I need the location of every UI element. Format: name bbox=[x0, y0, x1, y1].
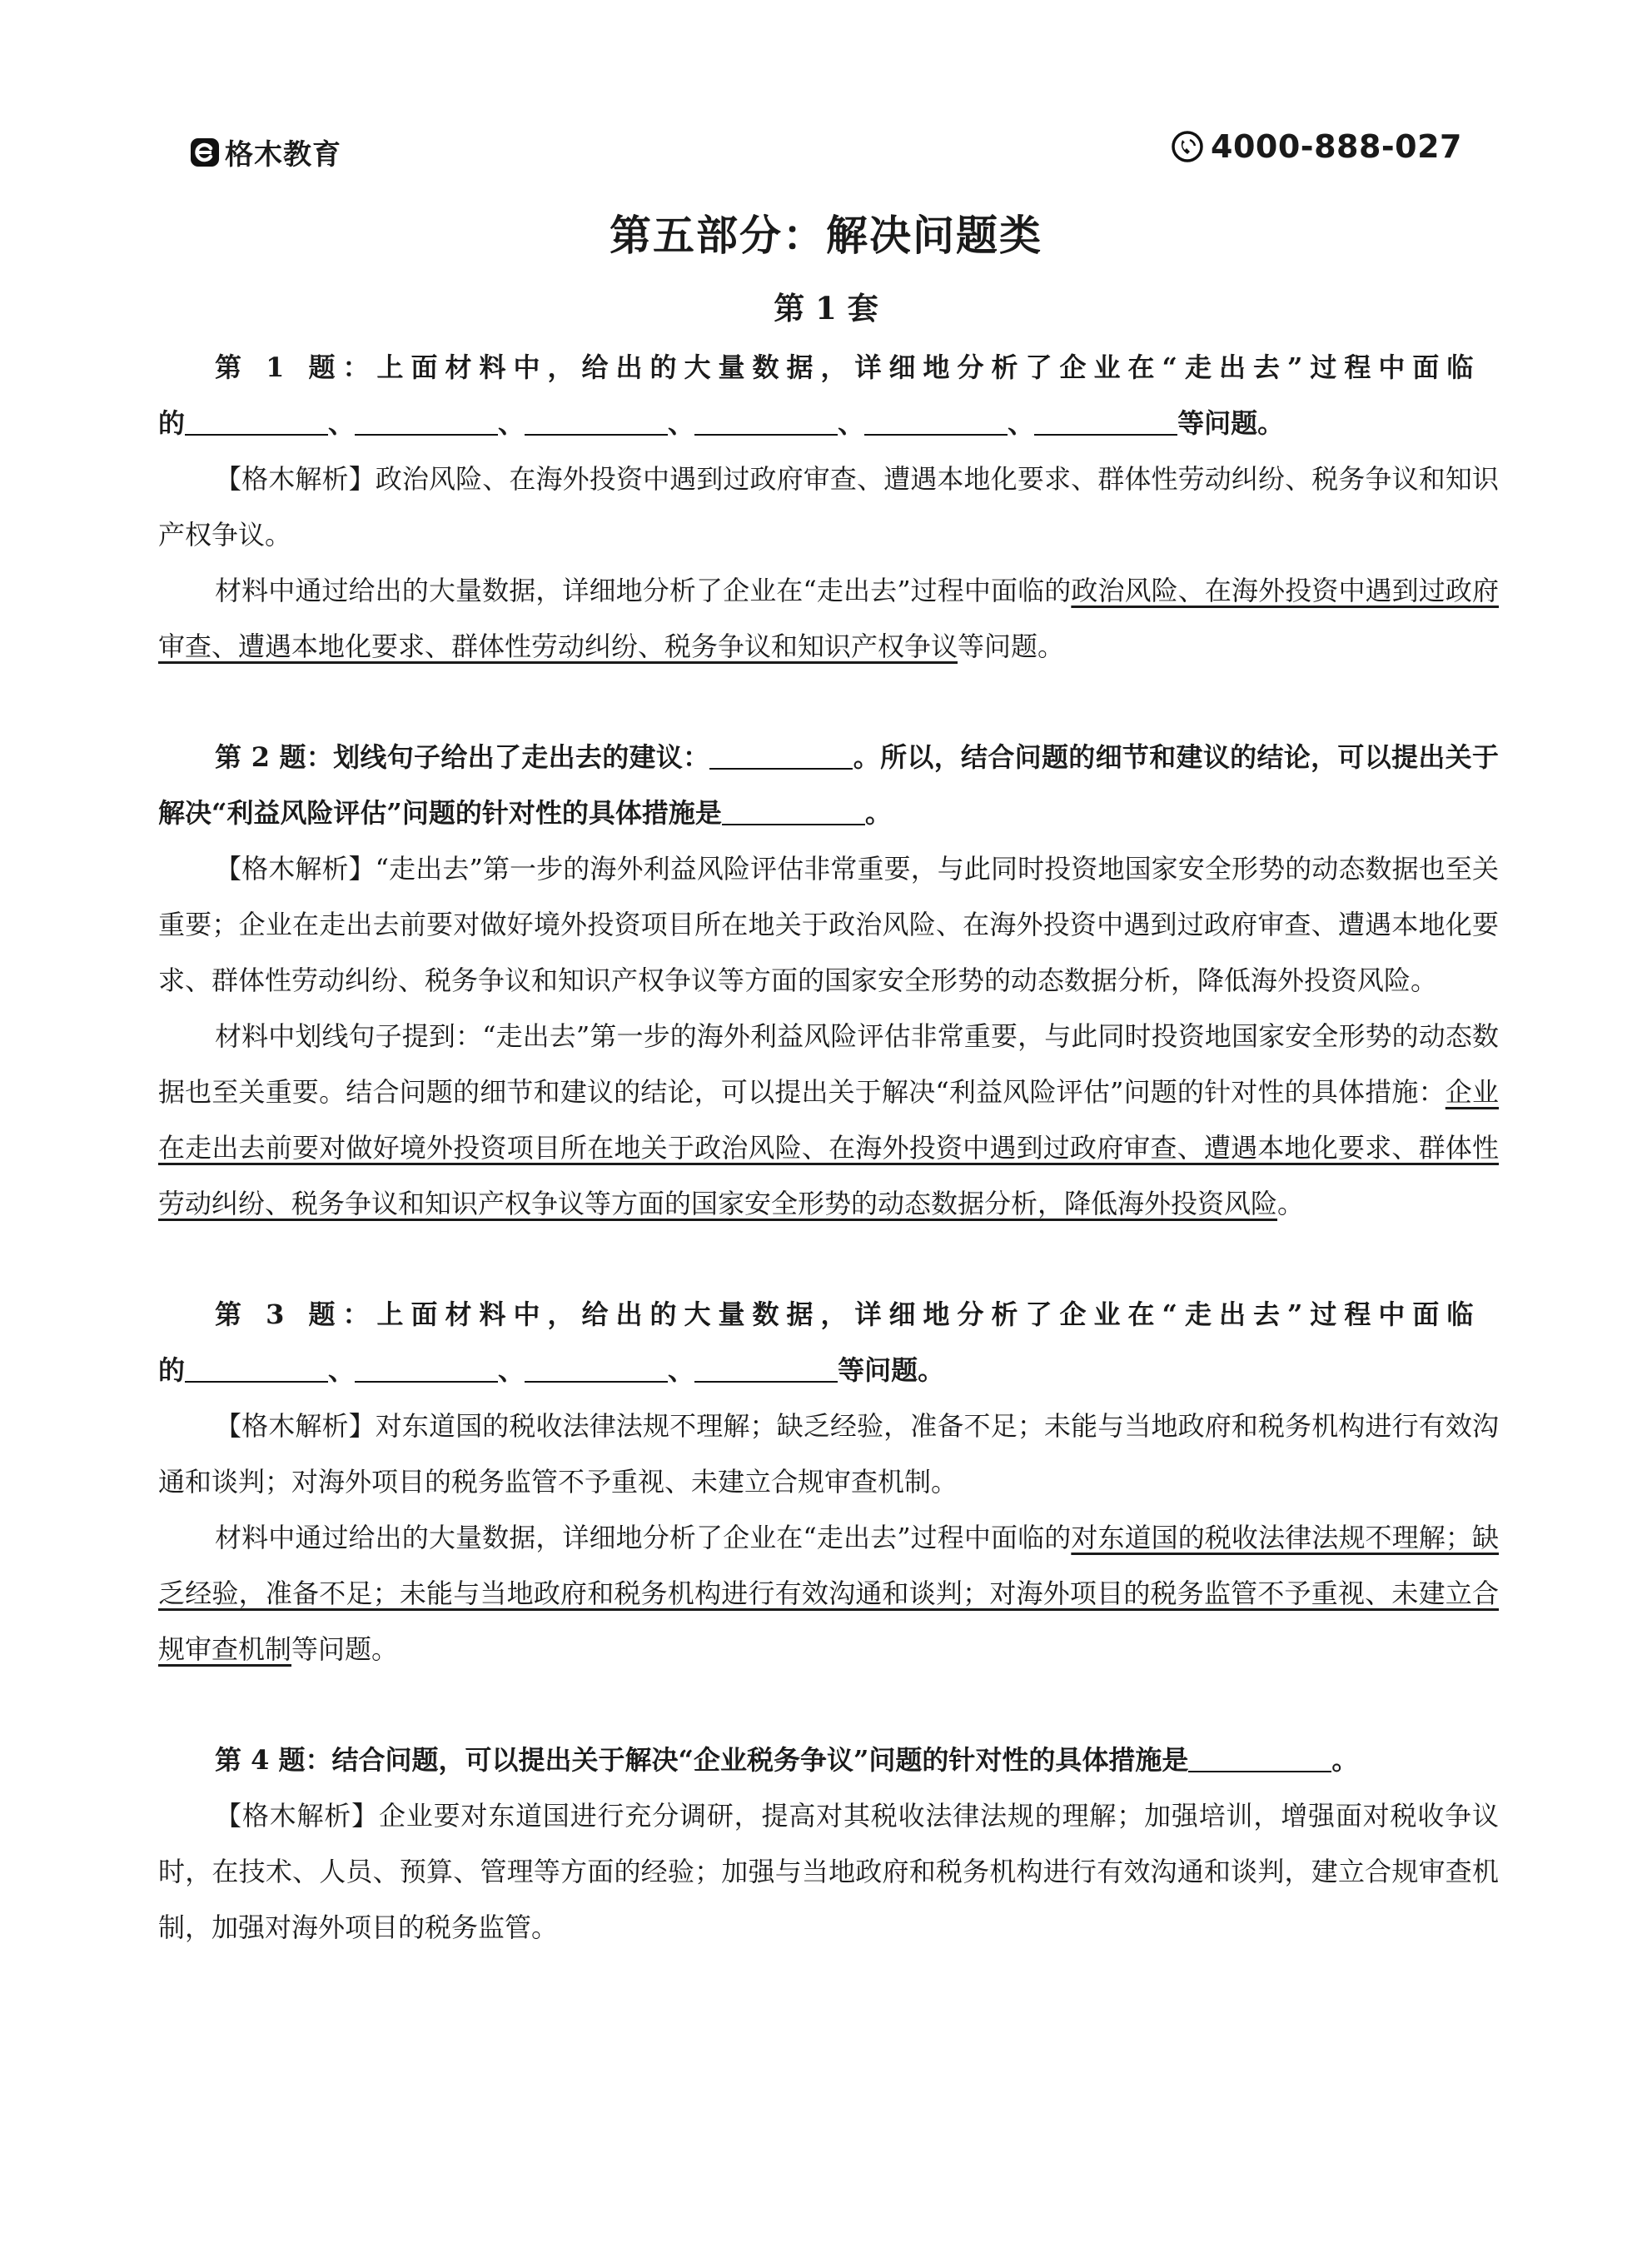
question-4 bbox=[158, 1732, 1499, 1956]
underlined-answer: 政治风险、在海外投资中遇到过政府审查、遭遇本地化要求、群体性劳动纠纷、税务争议和知识产权争议 bbox=[158, 575, 1499, 662]
underlined-answer: 对东道国的税收法律法规不理解；缺乏经验，准备不足；未能与当地政府和税务机构进行有效沟通和谈判；对海外项目的税务监管不予重视、未建立合规审查机制 bbox=[158, 1522, 1499, 1665]
answer-blank bbox=[185, 411, 328, 436]
question-3-analysis: 【格木解析】对东道国的税收法律法规不理解；缺乏经验，准备不足；未能与当地政府和税务机构进行有效沟通和谈判；对海外项目的税务监管不予重视、未建立合规审查机制。 bbox=[158, 1410, 1499, 1498]
answer-blank bbox=[185, 1358, 328, 1383]
question-3 bbox=[158, 1287, 1499, 1677]
question-3-material: 材料中通过给出的大量数据，详细地分析了企业在“走出去”过程中面临的对东道国的税收法律法规不理解；缺乏经验，准备不足；未能与当地政府和税务机构进行有效沟通和谈判；对海外项目的税务监管不予重视、未建立合规审查机制等问题。 bbox=[158, 1522, 1499, 1665]
question-3-prompt-line1: 第 3 题：上面材料中，给出的大量数据，详细地分析了企业在“走出去”过程中面临 bbox=[215, 1298, 1481, 1330]
question-1 bbox=[158, 340, 1499, 675]
answer-blank bbox=[355, 1358, 498, 1383]
answer-blank bbox=[525, 411, 668, 436]
underlined-answer: 企业在走出去前要对做好境外投资项目所在地关于政治风险、在海外投资中遇到过政府审查、遭遇本地化要求、群体性劳动纠纷、税务争议和知识产权争议等方面的国家安全形势的动态数据分析，降低海外投资风险 bbox=[158, 1076, 1499, 1219]
answer-blank bbox=[864, 411, 1008, 436]
document-body bbox=[158, 340, 1499, 1956]
analysis-label: 【格木解析】 bbox=[215, 853, 376, 885]
question-4-prompt: 第 4 题：结合问题，可以提出关于解决“企业税务争议”问题的针对性的具体措施是 。 bbox=[215, 1744, 1359, 1776]
phone-icon bbox=[1171, 130, 1204, 163]
page-header bbox=[190, 128, 1462, 173]
answer-blank bbox=[694, 411, 838, 436]
answer-blank bbox=[355, 411, 498, 436]
answer-blank bbox=[525, 1358, 668, 1383]
question-2-material: 材料中划线句子提到：“走出去”第一步的海外利益风险评估非常重要，与此同时投资地国家安全形势的动态数据也至关重要。结合问题的细节和建议的结论，可以提出关于解决“利益风险评估”问题的针对性的具体措施：企业在走出去前要对做好境外投资项目所在地关于政治风险、在海外投资中遇到过政府审查、遭遇本地化要求、群体性劳动纠纷、税务争议和知识产权争议等方面的国家安全形势的动态数据分析，降低海外投资风险。 bbox=[158, 1020, 1499, 1219]
question-2 bbox=[158, 730, 1499, 1232]
brand-name: 格木教育 bbox=[225, 138, 341, 172]
analysis-label: 【格木解析】 bbox=[215, 463, 376, 495]
question-1-prompt-line1: 第 1 题：上面材料中，给出的大量数据，详细地分析了企业在“走出去”过程中面临 bbox=[215, 351, 1481, 383]
brand-logo bbox=[190, 132, 341, 172]
brand-logo-icon bbox=[190, 137, 220, 167]
answer-blank bbox=[709, 745, 853, 770]
question-3-prompt-line2: 的 、 、 、 等问题。 bbox=[158, 1354, 945, 1386]
page-title: 第五部分：解决问题类 bbox=[610, 211, 1042, 260]
set-subtitle: 第 1 套 bbox=[774, 290, 878, 326]
answer-blank bbox=[1188, 1747, 1331, 1772]
question-1-material: 材料中通过给出的大量数据，详细地分析了企业在“走出去”过程中面临的政治风险、在海外投资中遇到过政府审查、遭遇本地化要求、群体性劳动纠纷、税务争议和知识产权争议等问题。 bbox=[158, 575, 1499, 662]
phone-contact bbox=[1171, 128, 1462, 165]
question-2-analysis: 【格木解析】“走出去”第一步的海外利益风险评估非常重要，与此同时投资地国家安全形势的动态数据也至关重要；企业在走出去前要对做好境外投资项目所在地关于政治风险、在海外投资中遇到过政府审查、遭遇本地化要求、群体性劳动纠纷、税务争议和知识产权争议等方面的国家安全形势的动态数据分析，降低海外投资风险。 bbox=[158, 853, 1499, 996]
phone-number: 4000-888-027 bbox=[1211, 128, 1462, 165]
question-4-analysis: 【格木解析】企业要对东道国进行充分调研，提高对其税收法律法规的理解；加强培训，增强面对税收争议时，在技术、人员、预算、管理等方面的经验；加强与当地政府和税务机构进行有效沟通和谈判，建立合规审查机制，加强对海外项目的税务监管。 bbox=[158, 1800, 1499, 1943]
answer-blank bbox=[694, 1358, 838, 1383]
answer-blank bbox=[1034, 411, 1177, 436]
question-1-analysis: 【格木解析】政治风险、在海外投资中遇到过政府审查、遭遇本地化要求、群体性劳动纠纷、税务争议和知识产权争议。 bbox=[158, 463, 1499, 551]
answer-blank bbox=[722, 800, 865, 825]
question-2-prompt: 第 2 题：划线句子给出了走出去的建议： 。所以，结合问题的细节和建议的结论，可以提出关于解决“利益风险评估”问题的针对性的具体措施是 。 bbox=[158, 741, 1499, 829]
question-1-prompt-line2: 的 、 、 、 、 、 等问题。 bbox=[158, 407, 1285, 439]
analysis-label: 【格木解析】 bbox=[215, 1410, 376, 1442]
analysis-label: 【格木解析】 bbox=[215, 1800, 379, 1832]
